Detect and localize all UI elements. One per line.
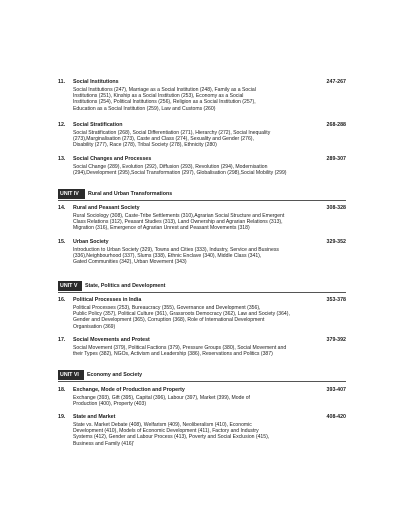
- entry-title: Social Changes and Processes: [73, 156, 152, 162]
- toc-entry-12: [58, 122, 346, 149]
- entry-title: Rural and Peasant Society: [73, 205, 140, 211]
- toc-entry-13: [58, 156, 346, 176]
- entry-topics: Social Stratification (268), Social Differentiation (271), Hierarchy (272), Social Inequality (273),Marginalisation (273), Caste and Class (274), Sexuality and Gender (276), Disability (277), Race (278), Tribal Society (278), Ethnicity (280): [73, 130, 271, 149]
- entry-topics: Rural Sociology (308), Caste-Tribe Settlements (310),Agrarian Social Structure and Emergent Class Relations (312), Peasant Studies (313), Land Ownership and Agrarian Relations (313), Migration (316), Emergence of Agrarian Unrest and Peasant Movements (318): [73, 213, 285, 232]
- entry-number: 19.: [58, 414, 66, 420]
- entry-pages: 329-352: [326, 239, 346, 245]
- toc-entry-18: [58, 387, 346, 407]
- unit-title: State, Politics and Development: [85, 283, 166, 289]
- entry-topics: Exchange (393), Gift (395), Capital (396), Labour (397), Market (399), Mode of Production (400), Property (403): [73, 395, 250, 408]
- entry-number: 14.: [58, 205, 66, 211]
- entry-pages: 308-328: [326, 205, 346, 211]
- unit-divider: [58, 292, 346, 293]
- entry-pages: 379-392: [326, 337, 346, 343]
- entry-number: 12.: [58, 122, 66, 128]
- entry-pages: 353-378: [326, 297, 346, 303]
- entry-topics: Social Institutions (247), Marriage as a Social Institution (248), Family as a Social Institutions (251), Kinship as a Social Institution (253), Economy as a Social Institutions (254), Political Institutions (256), Religion as a Social Institution (257), Education as a Social Institution (259), Law and Customs (260): [73, 87, 256, 112]
- entry-title: Social Stratification: [73, 122, 123, 128]
- unit-title: Rural and Urban Transformations: [88, 191, 173, 197]
- entry-title: Urban Society: [73, 239, 109, 245]
- entry-pages: 289-307: [326, 156, 346, 162]
- entry-number: 13.: [58, 156, 66, 162]
- toc-entry-14: [58, 205, 346, 232]
- entry-number: 17.: [58, 337, 66, 343]
- entry-title: Exchange, Mode of Production and Property: [73, 387, 185, 393]
- unit-title: Economy and Society: [87, 372, 143, 378]
- toc-entry-17: [58, 337, 346, 357]
- entry-title: Political Processes in India: [73, 297, 142, 303]
- entry-number: 18.: [58, 387, 66, 393]
- entry-title: Social Institutions: [73, 79, 119, 85]
- entry-number: 16.: [58, 297, 66, 303]
- entry-number: 11.: [58, 79, 66, 85]
- unit-label: UNIT VI: [58, 370, 84, 380]
- entry-pages: 247-267: [326, 79, 346, 85]
- entry-topics: Social Change (289), Evolution (292), Diffusion (293), Revolution (294), Modernisation (294),Development (295),Social Transformation (297), Globalisation (298),Social Mobility (299): [73, 164, 287, 177]
- unit-header-iv: [58, 189, 346, 199]
- entry-topics: State vs. Market Debate (408), Welfarism (409), Neoliberalism (410), Economic Development (410), Models of Economic Development (411), Factory and Industry Systems (412), Gender and Labour Process (413), Poverty and Social Exclusion (415), Business and Family (416)': [73, 422, 270, 447]
- toc-entry-15: [58, 239, 346, 266]
- entry-title: State and Market: [73, 414, 116, 420]
- unit-label: UNIT V: [58, 281, 82, 291]
- entry-pages: 408-420: [326, 414, 346, 420]
- toc-entry-11: [58, 79, 346, 112]
- unit-divider: [58, 200, 346, 201]
- toc-entry-16: [58, 297, 346, 330]
- entry-pages: 393-407: [326, 387, 346, 393]
- entry-topics: Introduction to Urban Society (329), Towns and Cities (333), Industry, Service and Business (336),Neighbourhood (337), Slums (338), Ethnic Enclave (340), Middle Class (341), Gated Communities (342), Urban Movement (343): [73, 247, 279, 266]
- entry-topics: Political Processes (253), Bureaucracy (355), Governance and Development (356), Public Policy (357), Political Culture (361), Grassroots Democracy (362), Law and Society (364), Gender and Development (365), Corruption (368), Role of International Development Organisation (369): [73, 305, 290, 330]
- entry-number: 15.: [58, 239, 66, 245]
- unit-header-v: [58, 281, 346, 291]
- toc-entry-19: [58, 414, 346, 447]
- unit-header-vi: [58, 370, 346, 380]
- entry-topics: Social Movement (379), Political Factions (379), Pressure Groups (380), Social Movement and their Types (382), NGOs, Activism and Leadership (386), Reservations and Politics (387): [73, 345, 287, 358]
- unit-label: UNIT IV: [58, 189, 85, 199]
- unit-divider: [58, 381, 346, 382]
- entry-pages: 268-288: [326, 122, 346, 128]
- entry-title: Social Movements and Protest: [73, 337, 150, 343]
